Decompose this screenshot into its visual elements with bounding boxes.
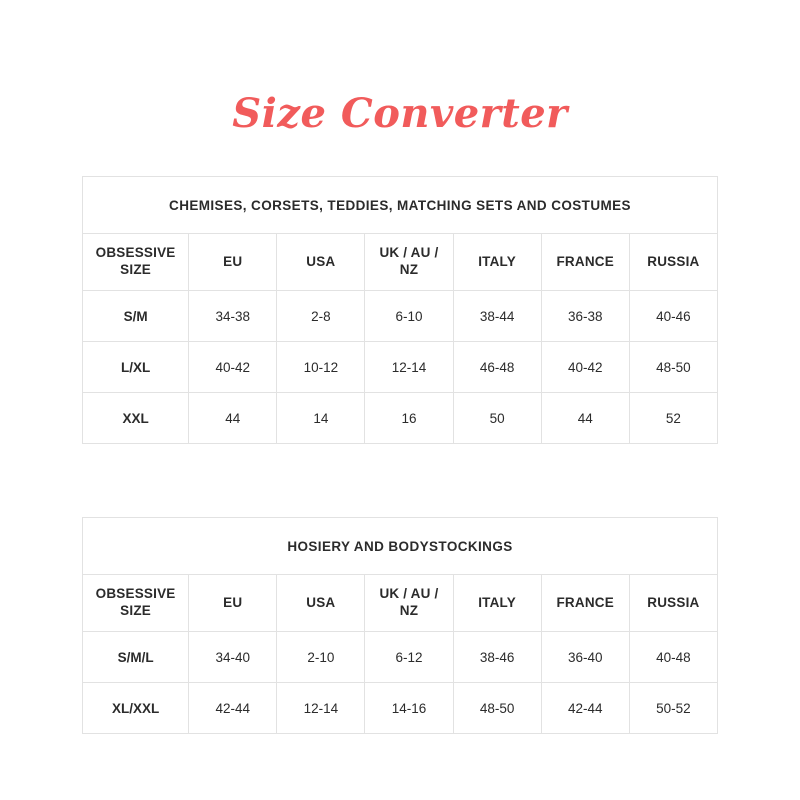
column-header-uk-au-nz: UK / AU / NZ (365, 575, 453, 632)
cell-uk-au-nz: 16 (365, 393, 453, 444)
cell-france: 36-38 (541, 291, 629, 342)
page-title: Size Converter (232, 90, 568, 137)
cell-italy: 38-46 (453, 632, 541, 683)
column-header-obsessive-size: OBSESSIVE SIZE (83, 234, 189, 291)
row-label: S/M (83, 291, 189, 342)
table-header-row (83, 234, 718, 291)
cell-russia: 48-50 (629, 342, 717, 393)
size-table-chemises-wrapper (82, 176, 718, 444)
cell-uk-au-nz: 6-10 (365, 291, 453, 342)
cell-usa: 14 (277, 393, 365, 444)
column-header-russia: RUSSIA (629, 234, 717, 291)
cell-usa: 10-12 (277, 342, 365, 393)
cell-france: 36-40 (541, 632, 629, 683)
cell-france: 40-42 (541, 342, 629, 393)
column-header-france: FRANCE (541, 234, 629, 291)
column-header-italy: ITALY (453, 234, 541, 291)
cell-russia: 50-52 (629, 683, 717, 734)
column-header-russia: RUSSIA (629, 575, 717, 632)
size-table-hosiery (82, 517, 718, 734)
cell-eu: 34-38 (189, 291, 277, 342)
column-header-eu: EU (189, 575, 277, 632)
size-table-chemises (82, 176, 718, 444)
cell-eu: 44 (189, 393, 277, 444)
table-row (83, 291, 718, 342)
column-header-obsessive-size: OBSESSIVE SIZE (83, 575, 189, 632)
cell-italy: 50 (453, 393, 541, 444)
table-header-row (83, 575, 718, 632)
cell-uk-au-nz: 14-16 (365, 683, 453, 734)
cell-eu: 42-44 (189, 683, 277, 734)
table-row (83, 342, 718, 393)
column-header-usa: USA (277, 575, 365, 632)
cell-italy: 38-44 (453, 291, 541, 342)
column-header-usa: USA (277, 234, 365, 291)
cell-uk-au-nz: 12-14 (365, 342, 453, 393)
table-row (83, 393, 718, 444)
column-header-italy: ITALY (453, 575, 541, 632)
cell-russia: 40-48 (629, 632, 717, 683)
row-label: L/XL (83, 342, 189, 393)
cell-eu: 40-42 (189, 342, 277, 393)
cell-italy: 48-50 (453, 683, 541, 734)
column-header-france: FRANCE (541, 575, 629, 632)
table-row (83, 683, 718, 734)
table-caption: CHEMISES, CORSETS, TEDDIES, MATCHING SETS AND COSTUMES (83, 177, 718, 234)
size-table-hosiery-wrapper (82, 517, 718, 734)
cell-usa: 2-8 (277, 291, 365, 342)
column-header-eu: EU (189, 234, 277, 291)
cell-france: 44 (541, 393, 629, 444)
cell-usa: 2-10 (277, 632, 365, 683)
cell-russia: 40-46 (629, 291, 717, 342)
cell-uk-au-nz: 6-12 (365, 632, 453, 683)
cell-russia: 52 (629, 393, 717, 444)
cell-eu: 34-40 (189, 632, 277, 683)
table-caption: HOSIERY AND BODYSTOCKINGS (83, 518, 718, 575)
cell-usa: 12-14 (277, 683, 365, 734)
table-caption-row (83, 177, 718, 234)
row-label: XL/XXL (83, 683, 189, 734)
table-caption-row (83, 518, 718, 575)
column-header-uk-au-nz: UK / AU / NZ (365, 234, 453, 291)
row-label: S/M/L (83, 632, 189, 683)
cell-france: 42-44 (541, 683, 629, 734)
row-label: XXL (83, 393, 189, 444)
cell-italy: 46-48 (453, 342, 541, 393)
table-row (83, 632, 718, 683)
